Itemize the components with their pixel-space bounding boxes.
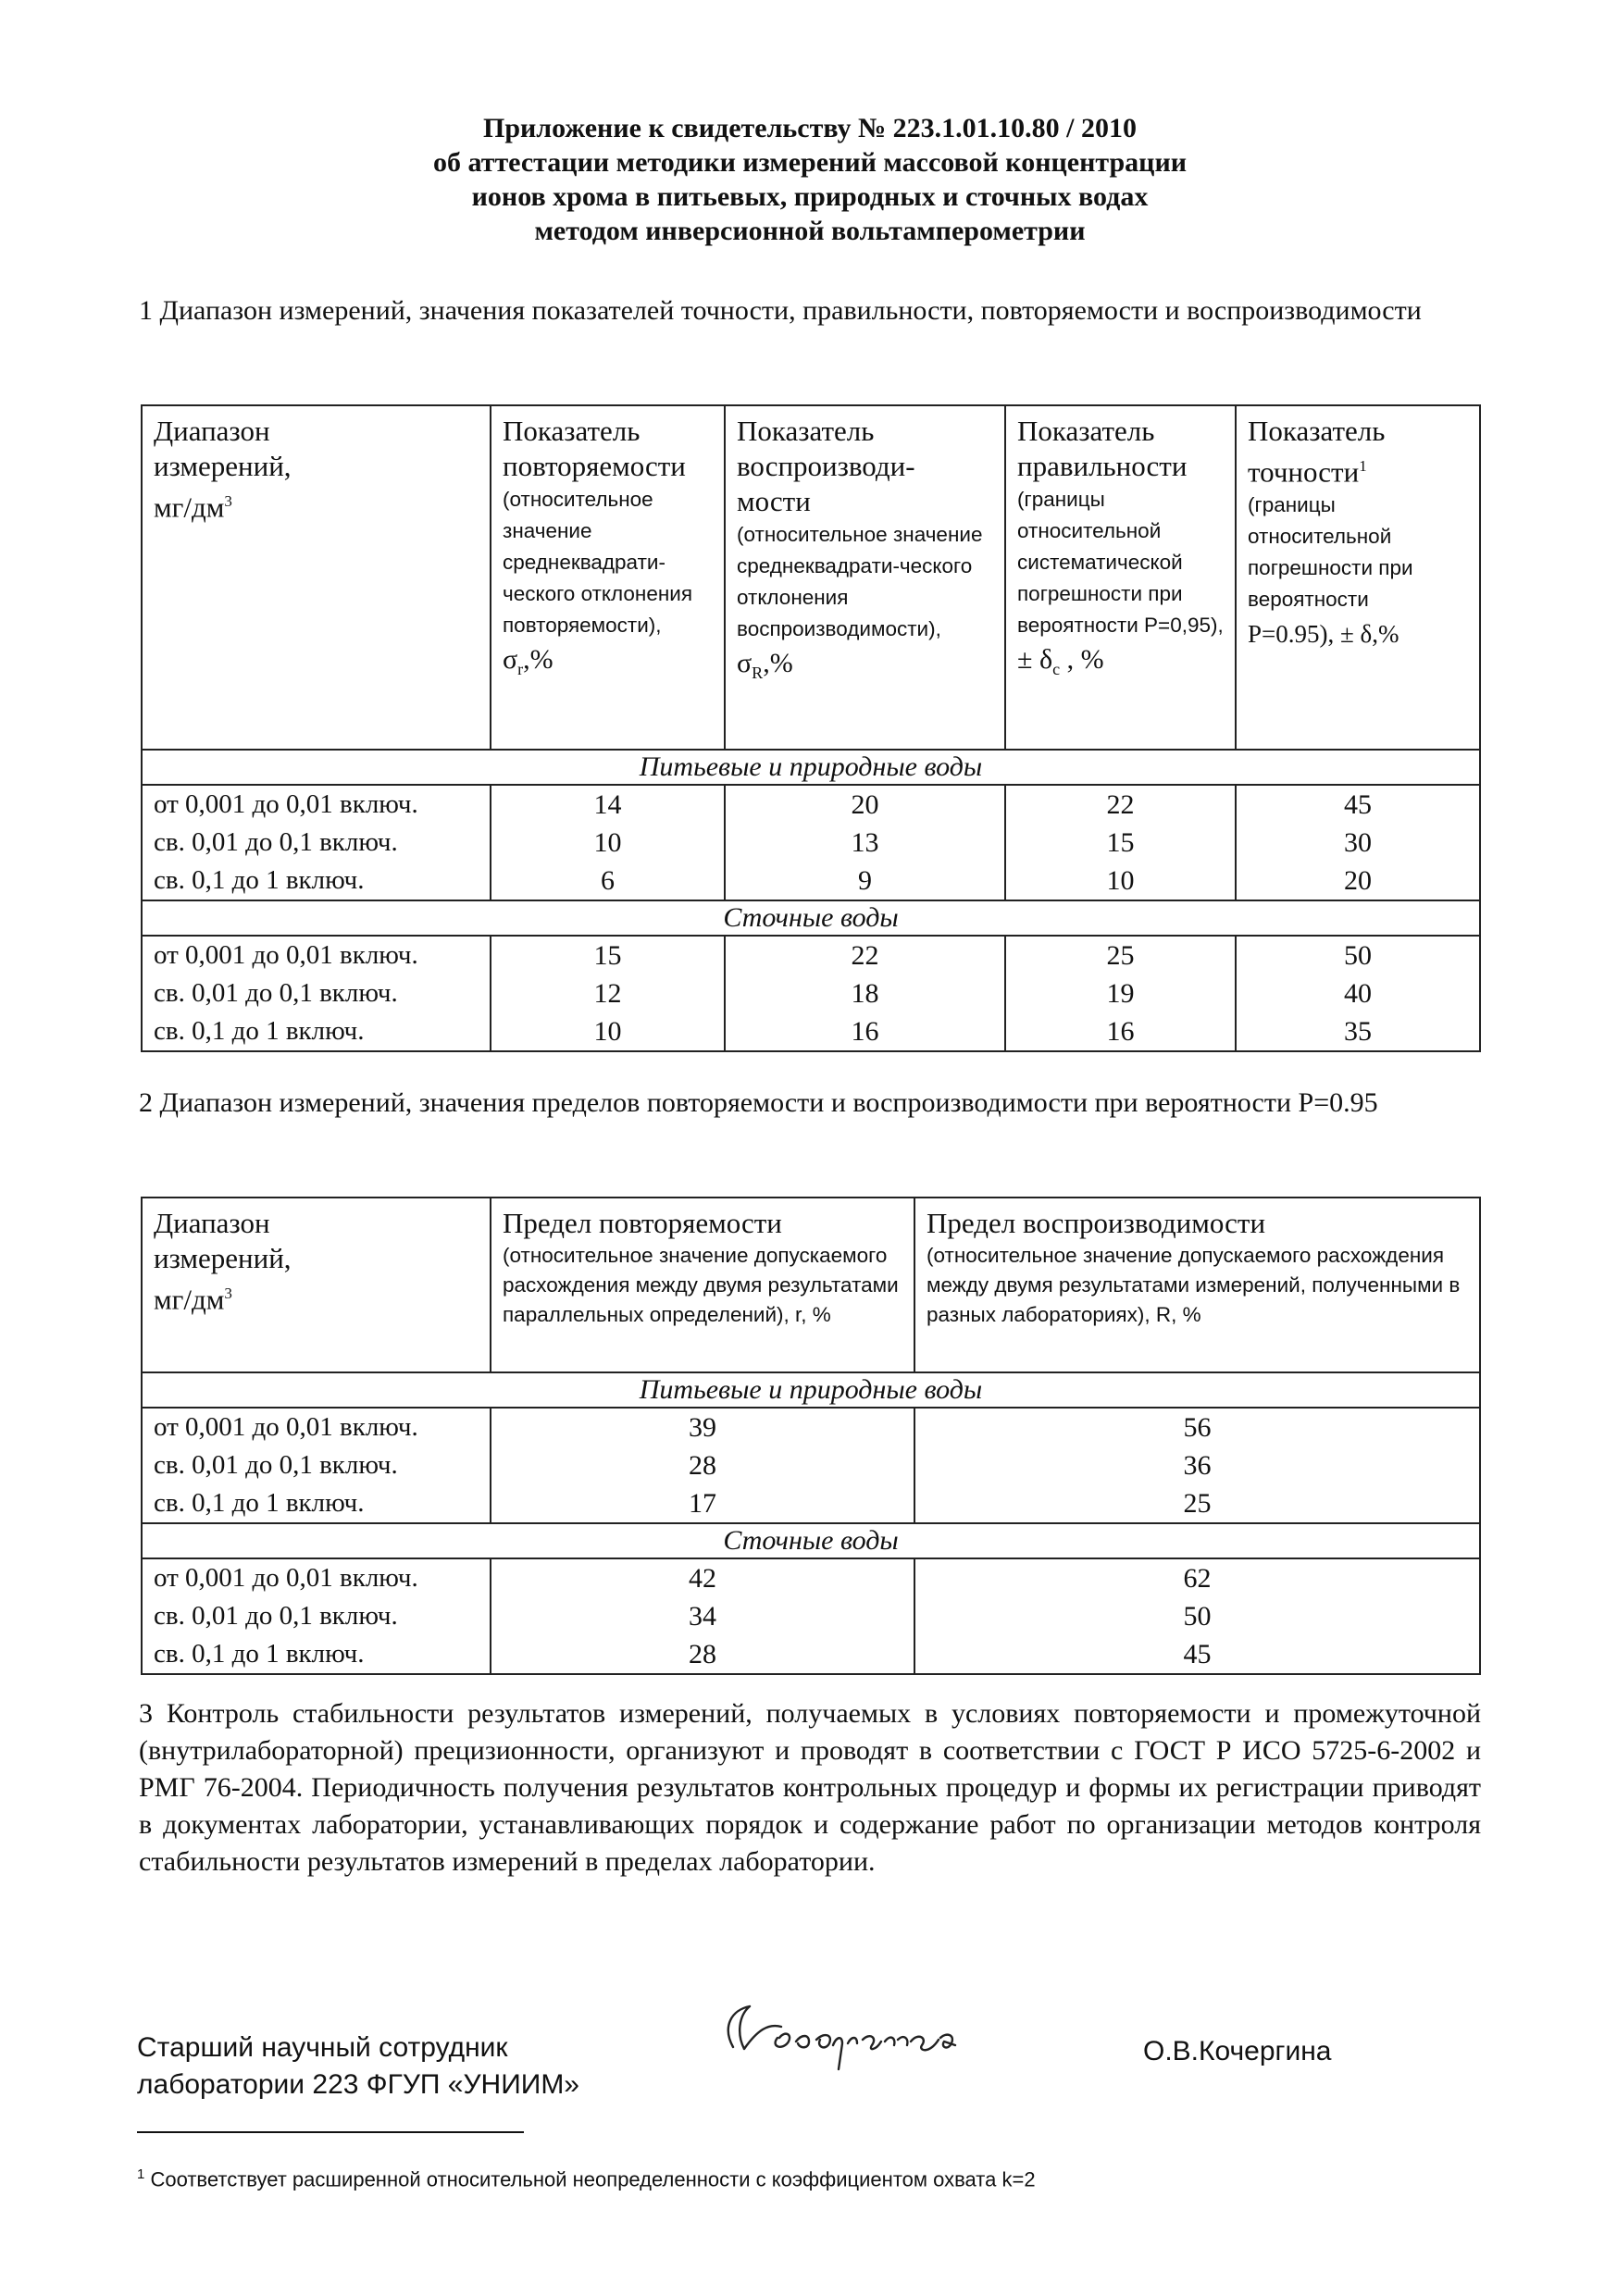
table-cell: 62 [1183, 1563, 1212, 1594]
accuracy-note: (границы относительной погрешности при вероятности [1248, 493, 1413, 612]
header-line-1: Приложение к свидетельству № 223.1.01.10.80 / 2010 [483, 113, 1137, 143]
correct-sub: c [1052, 660, 1061, 678]
section-row [142, 1523, 1480, 1558]
repeatability-limit-values-cell [491, 1558, 914, 1674]
range-label: от 0,001 до 0,01 включ. [154, 1412, 418, 1442]
table-cell: 10 [593, 1016, 622, 1047]
signer-position-line-2: лаборатории 223 ФГУП «УНИИМ» [137, 2069, 579, 2100]
reprod-symbol [737, 645, 995, 691]
handwritten-signature [713, 1990, 1027, 2091]
correct-title-2: правильности [1017, 450, 1188, 482]
range-label: св. 0,01 до 0,1 включ. [154, 1450, 398, 1480]
range-label-1: Диапазон [154, 1207, 270, 1239]
range-unit-text: мг/дм [154, 490, 225, 524]
range-unit-sup: 3 [224, 492, 232, 510]
header-range [142, 1198, 491, 1372]
table-cell: 50 [1183, 1601, 1212, 1632]
repeat-note: (относительное значение среднеквадрати-ческого отклонения повторяемости), [503, 488, 693, 637]
range-label-2: измерений, [154, 1242, 292, 1274]
range-label: св. 0,01 до 0,1 включ. [154, 827, 398, 857]
range-label: от 0,001 до 0,01 включ. [154, 789, 418, 819]
table-cell: 56 [1183, 1412, 1212, 1443]
accuracy-title-1: Показатель [1248, 415, 1386, 447]
table-cell: 34 [689, 1601, 716, 1632]
header-line-4: методом инверсионной вольтамперометрии [534, 216, 1086, 246]
range-label: св. 0,1 до 1 включ. [154, 1488, 365, 1518]
correctness-values-cell [1005, 785, 1236, 900]
table-cell: 39 [689, 1412, 716, 1443]
table-cell: 40 [1344, 978, 1372, 1009]
table-cell: 25 [1183, 1488, 1212, 1519]
table-header-row [142, 1198, 1480, 1372]
repeatability-values-cell [491, 785, 725, 900]
footnote-text: Соответствует расширенной относительной неопределенности с коэффициентом охвата k=2 [150, 2167, 1036, 2191]
range-label-2: измерений, [154, 450, 292, 482]
table-cell: 25 [1106, 940, 1135, 971]
correct-title-1: Показатель [1017, 415, 1155, 447]
signer-position [137, 2029, 579, 2104]
correct-note: (границы относительной систематической погрешности при вероятности Р=0,95), [1017, 488, 1224, 637]
table-row-group [142, 1408, 1480, 1523]
table-cell: 42 [689, 1563, 716, 1594]
accuracy-title-2-text: точности [1248, 455, 1360, 489]
signer-position-line-1: Старший научный сотрудник [137, 2032, 508, 2063]
range-label: от 0,001 до 0,01 включ. [154, 940, 418, 970]
accuracy-values-cell [1236, 936, 1480, 1051]
header-repeatability-limit [491, 1198, 914, 1372]
table-cell: 35 [1344, 1016, 1372, 1047]
table-cell: 36 [1183, 1450, 1212, 1481]
section-row [142, 1372, 1480, 1408]
reproducibility-limit-values-cell [914, 1558, 1480, 1674]
table-cell: 30 [1344, 827, 1372, 858]
table-cell: 15 [1106, 827, 1135, 858]
header-reproducibility-limit [914, 1198, 1480, 1372]
table-cell: 45 [1344, 789, 1372, 820]
range-label: св. 0,01 до 0,1 включ. [154, 1601, 398, 1631]
table-cell: 13 [851, 827, 879, 858]
table-cell: 28 [689, 1639, 716, 1669]
repeat-sigma: σ [503, 644, 518, 675]
repeat-title-1: Показатель [503, 415, 641, 447]
range-labels-cell [142, 936, 491, 1051]
section-2-text: 2 Диапазон измерений, значения пределов повторяемости и воспроизводимости при вероятности Р=0.95 [139, 1087, 1378, 1118]
signer-name: О.В.Кочергина [1143, 2036, 1332, 2066]
table-cell: 12 [593, 978, 622, 1009]
limits-table [141, 1197, 1481, 1675]
table-cell: 20 [851, 789, 879, 820]
range-unit [154, 484, 480, 525]
reprod-sub: R [752, 664, 764, 682]
reprod-unit: ,% [763, 648, 793, 678]
table-cell: 10 [593, 827, 622, 858]
reproducibility-values-cell [725, 936, 1005, 1051]
accuracy-title-2 [1248, 449, 1470, 490]
section-waste-water: Сточные воды [142, 1523, 1480, 1558]
reprod-limit-note: (относительное значение допускаемого расхождения между двумя результатами измерений, полученными в разных лабораториях), R, % [927, 1244, 1461, 1326]
range-unit-sup: 3 [224, 1285, 232, 1302]
range-label: св. 0,01 до 0,1 включ. [154, 978, 398, 1008]
reprod-limit-title: Предел воспроизводимости [927, 1207, 1266, 1239]
correctness-values-cell [1005, 936, 1236, 1051]
repeatability-values-cell [491, 936, 725, 1051]
header-line-3: ионов хрома в питьевых, природных и сточных водах [471, 181, 1149, 212]
accuracy-table [141, 404, 1481, 1052]
table-cell: 19 [1106, 978, 1135, 1009]
table-cell: 22 [851, 940, 879, 971]
repeatability-limit-values-cell [491, 1408, 914, 1523]
accuracy-values-cell [1236, 785, 1480, 900]
table-cell: 45 [1183, 1639, 1212, 1669]
section-row [142, 900, 1480, 936]
repeat-symbol [503, 641, 715, 688]
section-waste-water: Сточные воды [142, 900, 1480, 936]
header-reproducibility [725, 405, 1005, 750]
table-cell: 15 [593, 940, 622, 971]
correct-symbol [1017, 641, 1225, 688]
reproducibility-limit-values-cell [914, 1408, 1480, 1523]
table-cell: 50 [1344, 940, 1372, 971]
reprod-title-3: мости [737, 485, 811, 517]
footnote-mark: 1 [137, 2166, 145, 2182]
table-cell: 18 [851, 978, 879, 1009]
footnote [137, 2161, 1036, 2193]
table-row-group [142, 785, 1480, 900]
table-cell: 17 [689, 1488, 716, 1519]
range-labels-cell [142, 785, 491, 900]
accuracy-symbol: Р=0.95), ± δ,% [1248, 620, 1399, 649]
range-labels-cell [142, 1558, 491, 1674]
repeat-limit-note: (относительное значение допускаемого расхождения между двумя результатами параллельных определений), r, % [503, 1244, 899, 1326]
reprod-title-2: воспроизводи- [737, 450, 915, 482]
table-header-row [142, 405, 1480, 750]
document-header [139, 111, 1481, 248]
table-cell: 20 [1344, 865, 1372, 896]
table-row-group [142, 1558, 1480, 1674]
footnote-ref-mark: 1 [1359, 457, 1367, 475]
repeat-title-2: повторяемости [503, 450, 686, 482]
range-labels-cell [142, 1408, 491, 1523]
footnote-divider [137, 2131, 524, 2133]
range-label: св. 0,1 до 1 включ. [154, 865, 365, 895]
header-range [142, 405, 491, 750]
range-unit-text: мг/дм [154, 1283, 225, 1316]
reproducibility-values-cell [725, 785, 1005, 900]
table-cell: 22 [1106, 789, 1135, 820]
range-unit [154, 1276, 480, 1317]
table-row-group [142, 936, 1480, 1051]
header-correctness [1005, 405, 1236, 750]
repeat-sub: r [517, 660, 524, 678]
section-3-text: 3 Контроль стабильности результатов измерений, получаемых в условиях повторяемости и промежуточной (внутрилабораторной) прецизионности, организуют и проводят в соответствии с ГОСТ Р ИСО 5725-6-2002 и РМГ 76-2004. Периодичность получения результатов контрольных процедур и формы их регистрации приводят в документах лаборатории, устанавливающих порядок и содержание работ по организации методов контроля стабильности результатов измерений в пределах лаборатории. [139, 1698, 1481, 1877]
range-label: от 0,001 до 0,01 включ. [154, 1563, 418, 1593]
range-label: св. 0,1 до 1 включ. [154, 1016, 365, 1046]
table-cell: 6 [601, 865, 615, 896]
reprod-title-1: Показатель [737, 415, 875, 447]
table-cell: 10 [1106, 865, 1135, 896]
correct-delta: ± δ [1017, 644, 1053, 675]
table-cell: 9 [858, 865, 872, 896]
header-line-2: об аттестации методики измерений массовой концентрации [432, 147, 1188, 178]
repeat-unit: ,% [523, 644, 554, 675]
table-cell: 14 [593, 789, 622, 820]
section-drinking-water: Питьевые и природные воды [142, 750, 1480, 785]
table-cell: 16 [1106, 1016, 1135, 1047]
repeat-limit-title: Предел повторяемости [503, 1207, 782, 1239]
header-accuracy [1236, 405, 1480, 750]
table-cell: 28 [689, 1450, 716, 1481]
section-1-text: 1 Диапазон измерений, значения показателей точности, правильности, повторяемости и воспроизводимости [139, 295, 1422, 326]
range-label-1: Диапазон [154, 415, 270, 447]
header-repeatability [491, 405, 725, 750]
correct-unit: , % [1060, 644, 1104, 675]
reprod-sigma: σ [737, 648, 753, 678]
section-row [142, 750, 1480, 785]
table-cell: 16 [851, 1016, 879, 1047]
reprod-note: (относительное значение среднеквадрати-ческого отклонения воспроизводимости), [737, 523, 983, 640]
range-label: св. 0,1 до 1 включ. [154, 1639, 365, 1669]
section-drinking-water: Питьевые и природные воды [142, 1372, 1480, 1408]
